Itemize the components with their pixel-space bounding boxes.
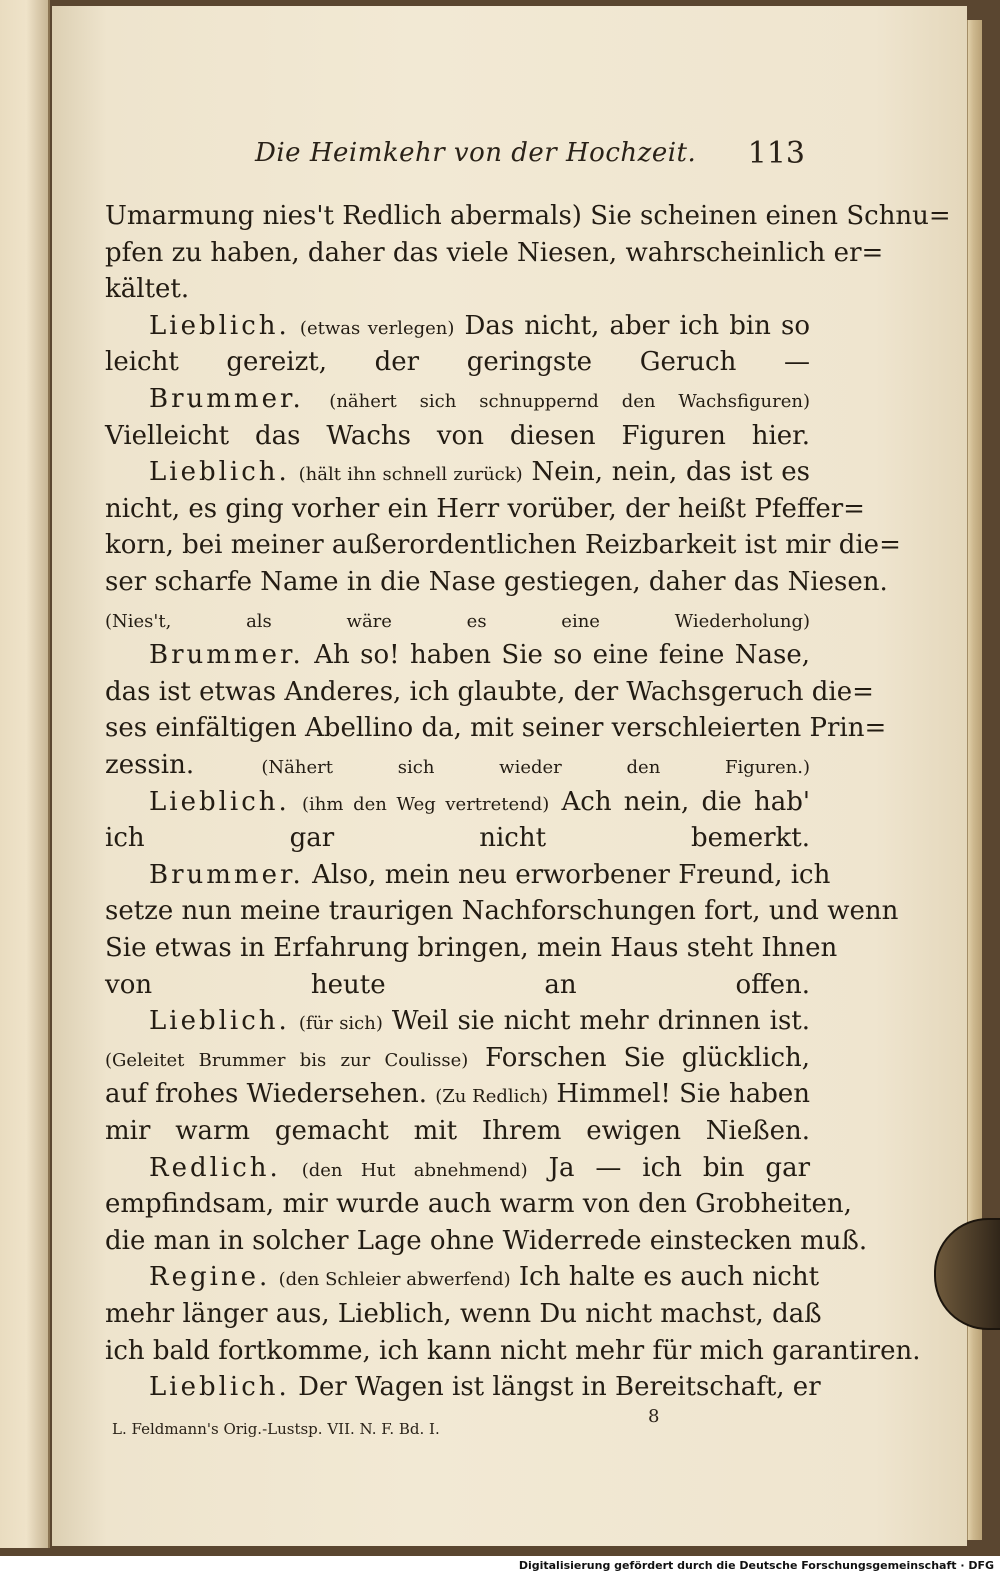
stage-direction: (Geleitet Brummer bis zur Coulisse) [105, 1049, 469, 1071]
text-line [105, 1259, 820, 1295]
stage-direction: (Nies't, als wäre es eine Wiederholung) [105, 610, 810, 632]
text-line [105, 1186, 852, 1222]
line-text: ich bald fortkomme, ich kann nicht mehr für mich garantiren. [105, 1335, 921, 1366]
line-text: leicht gereizt, der geringste Geruch — [105, 347, 810, 378]
line-text: Sie etwas in Erfahrung bringen, mein Haus steht Ihnen [105, 933, 838, 963]
stage-direction: (Zu Redlich) [435, 1086, 549, 1108]
speaker-name: Brummer. [149, 384, 304, 414]
line-text: Ja — ich bin gar [548, 1152, 810, 1183]
speaker-name: Lieblich. [149, 310, 290, 341]
speaker-name: Lieblich. [149, 786, 290, 817]
line-text: Das nicht, aber ich bin so [464, 310, 810, 341]
speaker-name: Lieblich. [149, 1372, 290, 1403]
line-text: zessin. [105, 750, 195, 780]
line-text: Sie scheinen einen Schnu= [590, 201, 951, 231]
line-text: Ah so! haben Sie so eine feine Nase, [314, 640, 811, 671]
line-text: ses einfältigen Abellino da, mit seiner verschleierten Prin= [105, 713, 887, 744]
text-line [105, 564, 888, 600]
page-header [255, 138, 805, 178]
line-text: Ach nein, die hab' [561, 786, 811, 817]
previous-page-edge [0, 0, 50, 1548]
speaker-name: Brummer. [149, 859, 304, 890]
text-line [105, 1040, 810, 1076]
text-line [105, 1113, 810, 1149]
text-line [105, 967, 810, 1003]
line-text: mir warm gemacht mit Ihrem ewigen Nießen. [105, 1116, 810, 1146]
text-line [105, 637, 810, 673]
stage-direction: (ihm den Weg vertretend) [302, 793, 550, 815]
text-line [105, 454, 810, 490]
text-line [105, 271, 810, 307]
line-text: Ich halte es auch nicht [518, 1262, 820, 1293]
line-text: das ist etwas Anderes, ich glaubte, der Wachsgeruch die= [105, 676, 874, 707]
text-line [105, 674, 874, 710]
stage-direction: (Nähert sich wieder den Figuren.) [261, 757, 810, 778]
line-text: ser scharfe Name in die Nase gestiegen, daher das Niesen. [105, 567, 888, 597]
text-line [105, 527, 901, 563]
line-text: Umarmung nies't Redlich abermals) [105, 201, 582, 231]
speaker-name: Regine. [149, 1262, 271, 1293]
text-line [105, 1003, 810, 1039]
line-text: Also, mein neu erworbener Freund, ich [312, 859, 831, 890]
stage-direction: (für sich) [298, 1013, 383, 1035]
text-line [105, 857, 831, 893]
line-text: setze nun meine traurigen Nachforschungen fort, und wenn [105, 896, 899, 927]
line-text: kältet. [105, 274, 190, 305]
speaker-name: Lieblich. [149, 457, 290, 488]
line-text: Forschen Sie glücklich, [485, 1042, 811, 1073]
line-text: pfen zu haben, daher das viele Niesen, wahrscheinlich er= [105, 237, 884, 268]
text-line [105, 893, 899, 929]
text-line [105, 235, 884, 271]
line-text: die man in solcher Lage ohne Widerrede einstecken muß. [105, 1225, 868, 1256]
text-line [105, 1223, 868, 1259]
line-text: nicht, es ging vorher ein Herr vorüber, der heißt Pfeffer= [105, 493, 865, 524]
running-title: Die Heimkehr von der Hochzeit. [255, 138, 697, 168]
page-number: 113 [747, 136, 805, 171]
stage-direction: (hält ihn schnell zurück) [298, 464, 523, 486]
line-text: Der Wagen ist längst in Bereitschaft, er [298, 1372, 821, 1403]
line-text: Weil sie nicht mehr drinnen ist. [391, 1006, 811, 1037]
line-text: korn, bei meiner außerordentlichen Reizbarkeit ist mir die= [105, 530, 901, 561]
stage-direction: (den Schleier abwerfend) [278, 1269, 511, 1291]
text-line [105, 930, 838, 966]
line-text: Nein, nein, das ist es [531, 457, 810, 488]
stage-direction: (den Hut abnehmend) [301, 1159, 528, 1181]
text-line [105, 344, 810, 380]
text-line [105, 1150, 810, 1186]
sheet-number: 8 [648, 1406, 660, 1427]
footer-signature: L. Feldmann's Orig.-Lustsp. VII. N. F. Bd. I. [112, 1420, 440, 1438]
line-text: ich gar nicht bemerkt. [105, 823, 810, 854]
text-line [105, 1369, 821, 1405]
line-text: auf frohes Wiedersehen. [105, 1079, 427, 1110]
speaker-name: Lieblich. [149, 1006, 290, 1037]
line-text: Himmel! Sie haben [556, 1079, 811, 1110]
speaker-name: Brummer. [149, 640, 304, 671]
text-line [105, 747, 810, 783]
stage-direction: (etwas verlegen) [299, 317, 455, 339]
text-line [105, 710, 887, 746]
text-line [105, 1076, 810, 1112]
speaker-name: Redlich. [149, 1152, 281, 1183]
text-line [105, 1333, 921, 1369]
attribution-text: Digitalisierung gefördert durch die Deutsche Forschungsgemeinschaft · DFG [518, 1559, 994, 1572]
text-line [105, 820, 810, 856]
text-line [105, 418, 810, 454]
line-text: mehr länger aus, Lieblich, wenn Du nicht machst, daß [105, 1299, 822, 1329]
stage-direction: (nähert sich schnuppernd den Wachsfiguren) [329, 391, 810, 412]
text-line [105, 491, 865, 527]
text-line [105, 198, 951, 234]
line-text: von heute an offen. [105, 969, 810, 1000]
text-line [105, 601, 810, 637]
text-line [105, 381, 810, 417]
line-text: Vielleicht das Wachs von diesen Figuren hier. [105, 420, 810, 451]
text-line [105, 1296, 822, 1332]
text-line [105, 784, 810, 820]
line-text: empfindsam, mir wurde auch warm von den Grobheiten, [105, 1189, 852, 1220]
text-line [105, 308, 810, 344]
